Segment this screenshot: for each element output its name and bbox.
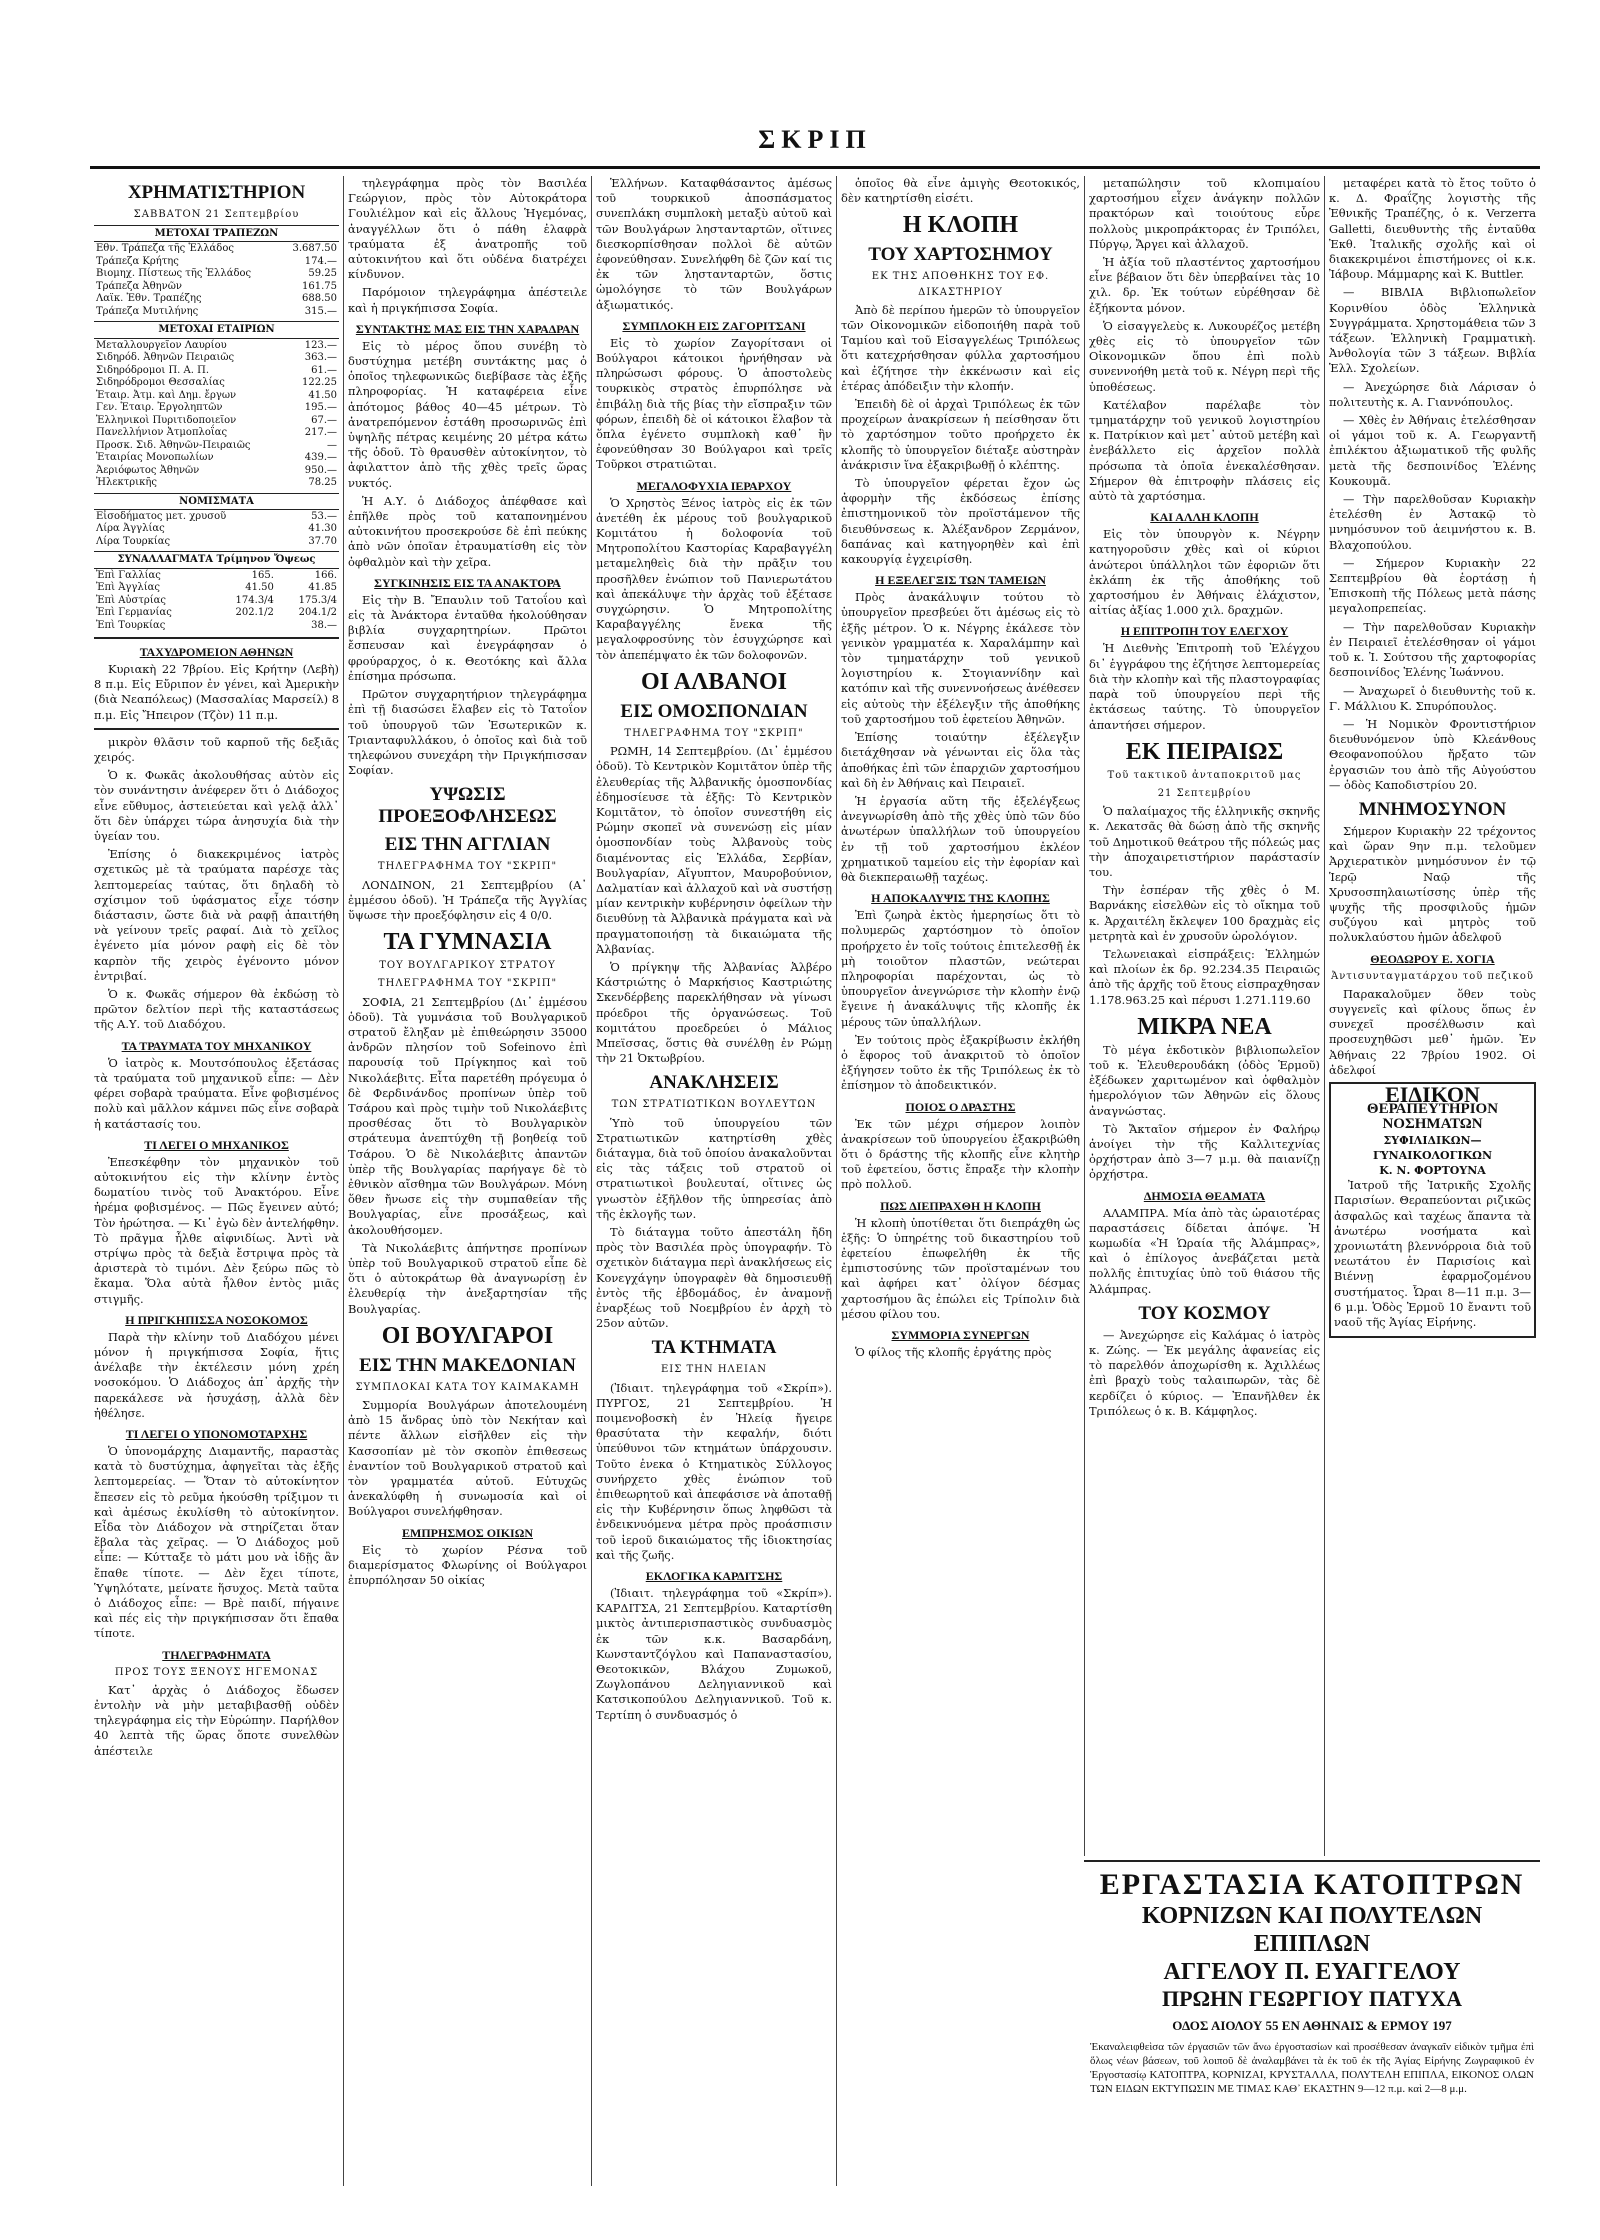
market-name: Προσκ. Σιδ. Ἀθηνῶν-Πειραιῶς [96,439,251,451]
paragraph: Τὸ διάταγμα τοῦτο ἀπεστάλη ἤδη πρὸς τὸν Βασιλέα πρὸς ὑπογραφήν. Τὸ σχετικὸν διάταγμα περὶ ἀνακλήσεως εἰς Κονεγχάγην ὑπογραφὲν θὰ δημοσιευθῇ ἐντὸς τῆς ἑβδομάδος, ἐν ἀναμονῇ ἐναρξέως τοῦ Νοεμβρίου ἐν ἀρχὴ τὸ 25ον αὐτῶν. [596,1224,832,1331]
market-row [94,477,339,490]
market-name: Πανελλήνιον Ἀτμοπλοΐας [96,427,228,439]
headline: ΕΙΣ ΤΗΝ ΜΑΚΕΔΟΝΙΑΝ [359,1354,576,1376]
paragraph: Εἰς τὸ χωρίον Ρέσνα τοῦ διαμερίσματος Φλωρίνης οἱ Βούλγαροι ἐπυρπόλησαν 50 οἰκίας [348,1542,587,1588]
market-row [94,607,339,620]
paragraph: Ἡ Α.Υ. ὁ Διάδοχος ἀπέφθασε καὶ ἐπῆλθε πρὸς τοῦ καταπονημένου αὐτοκινήτου προσεκρούσε δὲ ἐπὶ πεύκης ἀπὸ νῶν ὁποῖαν ἐτραυματίσθη εἰς τὸν ὀφθαλμὸν καὶ τὴν χεῖρα. [348,493,587,569]
paragraph: Ὑπὸ τοῦ ὑπουργείου τῶν Στρατιωτικῶν κατηρτίσθη χθὲς διάταγμα, διὰ τοῦ ὁποίου ἀνακαλοῦνται εἰς τὰς τάξεις τοῦ στρατοῦ οἱ στρατιωτικοὶ βουλευταί, οἵτινες ὡς γνωστὸν ἐξῆλθον τῆς ὑπηρεσίας ἀπὸ τῆς ἐκλογῆς των. [596,1115,832,1221]
market-value: 41.30 [308,523,337,535]
paragraph: — Ἡ Νομικὸν Φροντιστήριον διευθυνόμενον ὑπὸ Κλεάνθους Θεοφανοπούλου ἤρξατο τῶν ἐργασιῶν του ἀπὸ τῆς Αὐγούστου — ὁδὸς Καποδιστρίου 20. [1329,716,1536,792]
market-value: — [327,439,337,451]
masthead-title: ΣΚΡΙΠ [758,125,872,154]
paragraph: ΑΛΑΜΠΡΑ. Μία ἀπὸ τὰς ὡραιοτέρας παραστάσεις δίδεται ἀπόψε. Ἡ κωμωδία «Ἡ Ὡραία τῆς Ἀλάμπρας», καὶ ὁ ἐπίλογος ἀνεβάζεται μετὰ πολλῆς ἐπιτυχίας ὑπὸ τοῦ θιάσου τῆς Ἀλάμπρας. [1089,1205,1320,1296]
market-value: 67.— [311,414,337,426]
paragraph: Εἰς τὴν Β. Ἔπαυλιν τοῦ Τατοΐου καὶ εἰς τὰ Ἀνάκτορα ἐνταῦθα ἠκολούθησαν βιβλία συγχαρητηρίων. Πρῶτοι ἔσπευσαν καὶ ἐνεγράφησαν ὁ φρούραρχος, ὁ κ. Θεοτόκης καὶ ἄλλα ἐπίσημα πρόσωπα. [348,592,587,683]
paragraph: τηλεγράφημα πρὸς τὸν Βασιλέα Γεώργιον, πρὸς τὸν Αὐτοκράτορα Γουλιέλμον καὶ εἰς ἄλλους Ἡγεμόνας, ἀναγγέλλων ὅτι ὁ πάθη ἐλαφρὰ τραύματα ἐξ ἀνατροπῆς τοῦ αὐτοκινήτου καὶ ὅτι οὐδένα διατρέχει κίνδυνον. [348,176,587,282]
subheadline: Τοῦ τακτικοῦ ἀνταποκριτοῦ μας [1107,769,1302,781]
paragraph: — Ἀναχωρεῖ ὁ διευθυντὴς τοῦ κ. Γ. Μάλλιου Κ. Σπυρόπουλος. [1329,683,1536,713]
market-row [94,281,339,294]
market-row [94,256,339,269]
paragraph: Πρῶτον συγχαρητήριον τηλεγράφημα ἐπὶ τῇ διασώσει ἔλαβεν εἰς τὸ Τατοΐον τοῦ ὑπουργοῦ τῶν Ἐσωτερικῶν κ. Τριανταφυλλάκου, ὁ ὁποῖος καὶ διὰ τοῦ τηλεφώνου συνεχάρη τὴν Πριγκήπισσαν Σοφίαν. [348,687,587,778]
subheadline: ΤΟΥ ΒΟΥΛΓΑΡΙΚΟΥ ΣΤΡΑΤΟΥ [379,960,556,972]
market-row [94,427,339,440]
paragraph: — Τὴν παρελθοῦσαν Κυριακὴν ἐτελέσθη ἐν Ἀστακῷ τὸ μνημόσυνον τοῦ ἀειμνήστου κ. Β. Βλαχοπούλου. [1329,492,1536,552]
subheadline: 21 Σεπτεμβρίου [1157,787,1252,799]
market-value: 950.— [304,464,337,476]
paragraph: ΡΩΜΗ, 14 Σεπτεμβρίου. (Δι᾽ ἐμμέσου ὁδοῦ). Τὸ Κεντρικὸν Κομιτᾶτον ὑπὲρ τῆς ἐλευθερίας τῆς Ἀλβανικῆς ὁμοσπονδίας ἐδημοσίευσε τὰ ἑξῆς: Τὸ Κεντρικὸν Κομιτᾶτον, τὸ ὁποῖον συνεστήθη εἰς Ρώμην σκοπεῖ νὰ συνενώσῃ εἰς μίαν ὁμοσπονδίαν τοὺς Ἀλβανοὺς τοὺς διαμένοντας εἰς Ἑλλάδα, Σερβίαν, Βουλγαρίαν, Αἴγυπτον, Μαυροβούνιον, Δαλματίαν καὶ ἀλλαχοῦ καὶ νὰ συστήσῃ μίαν κεντρικὴν κυβέρνησιν ὀφείλων τὴν διευθύνῃ τὰ Ἀλβανικὰ πράγματα καὶ νὰ πραγματοποιήσῃ τὰ δικαιώματα τῆς Ἀλβανίας. [596,744,832,956]
column-6 [1324,176,1540,1856]
column-5 [1084,176,1324,1856]
headline: ΕΙΣ ΤΗΝ ΑΓΓΛΙΑΝ [384,834,551,856]
market-value: 59.25 [308,268,337,280]
clinic-text: Ἰατροῦ τῆς Ἰατρικῆς Σχολῆς Παρισίων. Θεραπεύονται ριζικῶς ἀσφαλῶς καὶ ταχέως ἅπαντα τὰ ἀνωτέρω νοσήματα καὶ χρονιωτάτη βλεννόρροια διὰ τοῦ νεωτάτου ἐν Παρισίοις καὶ Βιέννῃ ἐφαρμοζομένου συστήματος. Ὧραι 8—11 π.μ. 3—6 μ.μ. Ὁδὸς Ἑρμοῦ 10 ἔναντι τοῦ ναοῦ τῆς Ἁγίας Εἰρήνης. [1334,1178,1531,1330]
paragraph: Εἰς τὸ μέρος ὅπου συνέβη τὸ δυστύχημα μετέβη συντάκτης μας ὁ ὁποῖος τηλεφωνικῶς διεβίβασε τὰς ἑξῆς πληροφορίας. Ἡ καταφέρεια εἶνε ἀπότομος βάθος 40—45 μέτρων. Τὸ ἀνατρεπόμενον ἐστάθη προσωρινῶς ἐπὶ ὑψηλῆς πέτρας κειμένης 20 μέτρα κάτω τῆς ὁδοῦ. Τὸ θραυσθὲν αὐτοκίνητον, τὸ ἀφιλαττον ἀπὸ τῆς χθὲς τρεῖς ὥρας νυκτός. [348,338,587,490]
market-name: Μεταλλουργεῖον Λαυρίου [96,339,227,351]
divider [94,637,339,639]
market-value: 78.25 [308,477,337,489]
market-row [94,465,339,478]
paragraph: — Τὴν παρελθοῦσαν Κυριακὴν ἐν Πειραιεῖ ἐτελέσθησαν οἱ γάμοι τοῦ κ. Ἰ. Σούτσου τῆς χαρτοφορίας δεσποινίδος Ἑλένης Ἰωάννου. [1329,619,1536,680]
headline: ΕΚ ΠΕΙΡΑΙΩΣ [1125,738,1284,765]
headline: ΤΟΥ ΚΟΣΜΟΥ [1138,1302,1271,1324]
headline: ΕΚΛΟΓΙΚΑ ΚΑΡΔΙΤΣΗΣ [645,1569,783,1584]
paragraph: — ΒΙΒΛΙΑ Βιβλιοπωλεῖον Κορινθίου ὁδὸς Ἑλληνικὰ Συγγράμματα. Χρηστομάθεια τῶν 3 τάξεων. Ἑλληνικὴ Γραμματικὴ. Ἀνθολογία τῶν 3 τάξεων. Βιβλία Ἑλλ. Σχολείων. [1329,285,1536,376]
market-row [94,377,339,390]
market-row [94,536,339,549]
paragraph: — Σήμερον Κυριακὴν 22 Σεπτεμβρίου θὰ ἑορτάσῃ ἡ Ἐπισκοπὴ τῆς Πόλεως μετὰ πάσης μεγαλοπρεπείας. [1329,555,1536,616]
paragraph: Ἑλλήνων. Καταφθάσαντος ἀμέσως τοῦ τουρκικοῦ ἀποσπάσματος συνεπλάκη συμπλοκὴ μεταξὺ αὐτοῦ καὶ τῶν Βουλγάρων ληστανταρτῶν, οἵτινες διεσκορπίσθησαν πολλοὶ δὲ αὐτῶν ἐφονεύθησαν. Συνελήφθη δὲ ζῶν καί τις ἐκ τῶν ληστανταρτῶν, ὅστις ὡμολόγησε τὸ τῶν Βουλγάρων ἀξιωματικός. [596,176,832,312]
paragraph: Τὸ ὑπουργεῖον φέρεται ἔχον ὡς ἀφορμὴν τῆς ἐκδόσεως ἐπίσης ἐπιστημονικοῦ τὸν προϊστάμενον τῆς διευθύνσεως κ. Ἀλέξανδρον Ζερμάνον, δαπάνας καὶ κατηγορηθὲν καὶ ἐπὶ κακουργίᾳ ἐγχειρίσθη. [841,476,1080,567]
market-name: Τράπεζα Μυτιλήνης [96,305,199,317]
headline: ΜΝΗΜΟΣΥΝΟΝ [1358,798,1507,820]
headline: Η ΑΠΟΚΑΛΥΨΙΣ ΤΗΣ ΚΛΟΠΗΣ [871,891,1050,906]
market-value: 175.3/4 [298,594,337,606]
ad-line: ΑΓΓΕΛΟΥ Π. ΕΥΑΓΓΕΛΟΥ [1163,1959,1461,1985]
headline: Η ΚΛΟΠΗ [902,212,1019,239]
market-name: Ἐπὶ Ἀγγλίας [96,582,160,594]
headline: ΠΩΣ ΔΙΕΠΡΑΧΘΗ Η ΚΛΟΠΗ [880,1198,1041,1213]
market-name: Ἀεριόφωτος Ἀθηνῶν [96,464,200,476]
mail-text: Κυριακὴ 22 7βρίου. Εἰς Κρήτην (Λεβὴ) 8 π.μ. Εἰς Εὔριπον ἐν γένει, καὶ Ἀμερικὴν (διὰ Νεαπόλεως) (Μασσαλίας Μαρσείλ) 8 π.μ. Εἰς Ἤπειρον (Τζὸν) 11 π.μ. [94,662,339,722]
paragraph: Ἐπίσης τοιαύτην ἐξέλεγξιν διετάχθησαν νὰ γένωνται εἰς ὅλα τὰς ἀποθήκας ἐπὶ τῶν ἐπαρχιῶν χαρτοσήμου καὶ δὴ ἐν Ἀθήναις καὶ Πειραιεῖ. [841,730,1080,790]
paragraph: Ἡ Διεθνὴς Ἐπιτροπὴ τοῦ Ἐλέγχου δι᾽ ἐγγράφου της ἐζήτησε λεπτομερείας διὰ τὴν κλοπὴν καὶ τῆς πλαστογραφίας παρὰ τοῦ ὑπουργείου περὶ τῆς ἐκτάσεως ταύτης. Τὸ ὑπουργεῖον ἀπαντήσει σήμερον. [1089,641,1320,732]
paragraph: Τὸ Ἄκταῖον σήμερον ἐν Φαλήρῳ ἀνοίγει τὴν τῆς Καλλιτεχνίας ὀρχήστραν ἀπὸ 3—7 μ.μ. θὰ παιανίζῃ ὀρχήστρα. [1089,1121,1320,1182]
headline: ΚΑΙ ΑΛΛΗ ΚΛΟΠΗ [1150,510,1259,525]
market-row [94,570,339,583]
market-value: 195.— [304,402,337,414]
market-name: Σιδηρόδρομοι Θεσσαλίας [96,377,225,389]
market-name: Λαϊκ. Ἐθν. Τραπέζης [96,293,202,305]
paragraph: ΣΟΦΙΑ, 21 Σεπτεμβρίου (Δι᾽ ἐμμέσου ὁδοῦ). Τὰ γυμνάσια τοῦ Βουλγαρικοῦ στρατοῦ ἔληξαν μὲ ἐπιθεώρησιν 35000 ἀνδρῶν πλησίον τοῦ Sofeinovo ἐπὶ παρουσίᾳ τοῦ Πρίγκηπος καὶ τοῦ Νικολάεβιτς. Εἶτα παρετέθη πρόγευμα ὁ δὲ Φερδινάνδος προπίνων ὑπὲρ τοῦ Τσάρου καὶ πρὸς τιμὴν τοῦ Νικολάεβιτς προσθέσας ὅτι τὸ Βουλγαρικὸν στράτευμα ἀνεπτύχθη τῇ βοηθείᾳ τοῦ Τσάρου. Ὁ δὲ Νικολάεβιτς ἀπαντῶν ὑπὲρ τῆς Βουλγαρίας παρήγαγε δὲ τὸ ἐθνικὸν αἴσθημα τῶν Βουλγάρων. Μόνη ὅθεν ἤνωσε εἰς τὴν συμπαθείαν τῆς Βουλγαρίας, εἶνε προσάξεως, καὶ ἀκολουθήσομεν. [348,994,587,1237]
paragraph: ὁποῖος θὰ εἶνε ἀμιγὴς Θεοτοκικός, δὲν κατηρτίσθη εἰσέτι. [841,176,1080,206]
paragraph: Ἡ ἐργασία αὕτη τῆς ἐξελέγξεως ἀνεγνωρίσθη ἀπὸ τῆς χθὲς ὑπὸ τῶν δύο ἀνωτέρων ὑπαλλήλων τοῦ ὑπουργείου ἐν τῇ τοῦ χαρτοσήμου ἐκλέον χρηματικοῦ ταμείου εἰς τὴν ἐφορίαν καὶ θὰ διεκπεραιωθῇ ταχέως. [841,793,1080,884]
paragraph: Παρακαλοῦμεν ὅθεν τοὺς συγγενεῖς καὶ φίλους ὅπως ἐν συνεχεῖ προσέλθωσιν καὶ προσευχηθῶσι μεθ᾽ ἡμῶν. Ἐν Ἀθήναις 22 7βρίου 1902. Οἱ ἀδελφοί [1329,986,1536,1077]
headline: ΣΥΓΚΙΝΗΣΙΣ ΕΙΣ ΤΑ ΑΝΑΚΤΟΡΑ [374,575,561,590]
fx-heading: ΣΥΝΑΛΛΑΓΜΑΤΑ Τρίμηνον Ὄψεως [94,551,339,568]
market-row [94,268,339,281]
clinic-subtitle: ΣΥΦΙΛΙΔΙΚΩΝ—ΓΥΝΑΙΚΟΛΟΓΙΚΩΝ [1372,1133,1493,1162]
clinic-ad [1329,1082,1536,1338]
headline: Η ΕΠΙΤΡΟΠΗ ΤΟΥ ΕΛΕΓΧΟΥ [1120,624,1289,639]
market-name: Εἰσοδήματος μετ. χρυσοῦ [96,510,227,522]
paragraph: Ἡ ἀξία τοῦ πλαστέντος χαρτοσήμου εἶνε βέβαιον ὅτι δὲν ὑπερβαίνει τὰς 10 χιλ. δρ. Ἐκ τούτων εὑρέθησαν δὲ ἐξήκοντα μόνον. [1089,255,1320,315]
paragraph: Ἐν τούτοις πρὸς ἐξακρίβωσιν ἐκλήθη ὁ ἔφορος τοῦ ἀνακριτοῦ τὸ ὁποῖον ἐξήγησεν τοῦτο ἐκ τῆς Τριπόλεως ἐκ τὸ ἐπίσημον τὸ ἀποδεικτικόν. [841,1032,1080,1093]
market-name: Ἐπὶ Γερμανίας [96,607,172,619]
ad-text: Ἐκαναλειφθεὶσα τῶν ἐργασιῶν τῶν ἄνω ἐργοστασίων καὶ προσέθεσαν ἀναγκαῖν εἰδικὸν τμῆμα ἐπὶ ὅλως νέων βάσεων, τοῦ λοιποῦ δὲ ἀναλαμβάνει τὰ ἐκ τοῦ ἐκ τῆς Ἀγίας Εἰρήνης Ζωγραφικοῦ ἐν Ἐργοστασίῳ ΚΑΤΟΠΤΡΑ, ΚΟΡΝΙΖΑΙ, ΚΡΥΣΤΑΛΛΑ, ΠΟΛΥΤΕΛΗ ΕΠΙΠΛΑ, ΕΙΚΟΝΟΣ ΟΛΩΝ ΤΩΝ ΕΙΔΩΝ ΕΚΤΥΠΩΣΙΝ ΜΕ ΤΙΜΑΣ ΚΑΘ᾽ ΕΚΑΣΤΗΝ 9—12 π.μ. καὶ 2—8 μ.μ. [1090,2041,1534,2095]
market-row [94,415,339,428]
market-name: Βιομηχ. Πίστεως τῆς Ἑλλάδος [96,268,252,280]
clinic-title: ΕΙΔΙΚΟΝ [1385,1081,1480,1107]
headline: ΣΥΜΠΛΟΚΗ ΕΙΣ ΖΑΓΟΡΙΤΣΑΝΙ [622,318,806,333]
memorial-rank: Ἀντισυνταγματάρχου τοῦ πεζικοῦ [1330,970,1534,982]
paragraph: Ἐπεσκέφθην τὸν μηχανικὸν τοῦ αὐτοκινήτου εἰς τὴν κλίνην ἐντὸς δωματίου τινὸς τοῦ Ἀνακτόρου. Εἶνε ἠρέμα φοβισμένος. — Πῶς ἔγεινεν αὐτό; Τὸν ἠρώτησα. — Κι᾽ ἐγὼ δὲν ἀντελήφθην. Τὸ πρᾶγμα ἦλθε αἰφνιδίως. Ἀντὶ νὰ στρίψω πρὸς τὰ δεξιὰ ἔστριψα πρὸς τὰ ἀριστερὰ τὸ τιμόνι. Δὲν ξεύρω πῶς τὸ ἔκαμα. Ὅλα αὐτὰ ἦλθον ἐντὸς μιᾶς στιγμῆς. [94,1154,339,1306]
masthead [90,120,1540,169]
headline: ΤΟΥ ΧΑΡΤΟΣΗΜΟΥ [868,244,1053,266]
column-2 [343,176,591,2186]
paragraph: μεταφέρει κατὰ τὸ ἔτος τοῦτο ὁ κ. Δ. Φραΐζης λογιστὴς τῆς Ἐθνικῆς Τραπέζης, ὁ κ. Verzerra Galletti, διευθυντὴς τῆς ἐνταῦθα Ἐκθ. Ἰταλικῆς σχολῆς καὶ οἱ διακεκριμένοι ἐπιστήμονες οἱ κ.κ. Ἰάβουρ. Μάμμαρης καὶ Κ. Buttler. [1329,176,1536,282]
headline: ΤΙ ΛΕΓΕΙ Ο ΜΗΧΑΝΙΚΟΣ [144,1137,289,1152]
market-name: Σιδηρόδρομοι Π. Α. Π. [96,364,209,376]
market-value: 53.— [311,510,337,522]
market-row [94,595,339,608]
mirror-workshop-ad [1084,1860,1540,2120]
headline: ΤΙ ΛΕΓΕΙ Ο ΥΠΟΝΟΜΟΤΑΡΧΗΣ [125,1426,308,1441]
headline: ΣΥΜΜΟΡΙΑ ΣΥΝΕΡΓΩΝ [891,1328,1030,1342]
market-name: Σιδηρόδ. Ἀθηνῶν Πειραιῶς [96,352,235,364]
paragraph: Παρὰ τὴν κλίνην τοῦ Διαδόχου μένει μόνον ἡ πριγκήπισσα Σοφία, ἥτις ἀνέλαβε τὴν ἐκτέλεσιν μόνη χρέη νοσοκόμου. Ὁ Διάδοχος ἀπ᾽ ἀρχῆς τὴν παρεκάλεσε νὰ ἡσυχάσῃ, ἀλλὰ δὲν ἠθέλησε. [94,1329,339,1420]
paragraph: Τὴν ἑσπέραν τῆς χθὲς ὁ Μ. Βαρνάκης εἰσελθὼν εἰς τὸ οἴκημα τοῦ κ. Ἀρχαιτέλη ἔκλεψεν 100 δραχμὰς εἰς μετρητὰ καὶ ἐν χρυσοῦν ὡρολόγιον. [1089,883,1320,943]
market-name: Λίρα Ἀγγλίας [96,523,165,535]
headline: ΕΜΠΡΗΣΜΟΣ ΟΙΚΙΩΝ [402,1525,533,1540]
market-row [94,293,339,306]
paragraph: Ὁ παλαίμαχος τῆς ἑλληνικῆς σκηνῆς κ. Λεκατσᾶς θὰ δώσῃ ἀπὸ τῆς σκηνῆς τοῦ Δημοτικοῦ θεάτρου τῆς πόλεώς μας τὴν ἀποχαιρετιστήριον παράστασίν του. [1089,804,1320,879]
market-row [94,340,339,353]
headline: ΑΝΑΚΛΗΣΕΙΣ [649,1072,779,1094]
market-name: Ἐπὶ Αὐστρίας [96,594,167,606]
banks-table [94,243,339,318]
paragraph: Κατ᾽ ἀρχὰς ὁ Διάδοχος ἔδωσεν ἐντολὴν νὰ μὴν μεταβιβασθῇ οὐδὲν τηλεγράφημα εἰς τὴν Εὐρώπην. Παρήλθον 40 λεπτὰ τῆς ὥρας ὅποτε συνελθὼν ἀπέστειλε [94,1682,339,1758]
headline: ΤΑ ΤΡΑΥΜΑΤΑ ΤΟΥ ΜΗΧΑΝΙΚΟΥ [121,1038,312,1053]
market-name: Λίρα Τουρκίας [96,535,171,547]
clinic-title: ΝΟΣΗΜΑΤΩΝ [1382,1116,1483,1133]
paragraph: Ἐπὶ ζωηρὰ ἐκτὸς ἡμερησίως ὅτι τὸ πολυμερῶς χαρτόσημον τὸ ὁποῖον προήρχετο ἐν τοῖς τούτοις ἐπιτελεσθῇ ἐκ μὴ τοιοῦτον πλαστῶν, νεώτεραι πληροφορίαι παρέχονται, ὡς τὸ ὑπουργεῖον ἀνεγνώρισε τὴν κλοπὴν ἐνῷ ἔγεινε ἡ ἀνακάλυψις τῆς κλοπῆς ἐκ μέρους τῶν ὑπαλλήλων. [841,908,1080,1029]
paragraph: Τὸ μέγα ἐκδοτικὸν βιβλιοπωλεῖον τοῦ κ. Ἐλευθερουδάκη (ὁδὸς Ἑρμοῦ) ἐξέδωκεν χαριτωμένον καὶ ὀφθαλμὸν ἡμερολόγιον τῶν Ἀθηνῶν εἰς ὅλους ἀναγνώστας. [1089,1042,1320,1118]
paragraph: Ὁ Χρηστὸς Ξένος ἰατρὸς εἰς ἐκ τῶν ἀνετέθη ἐκ μέρους τοῦ βουλγαρικοῦ Κομιτάτου ἡ δολοφονία τοῦ Μητροπολίτου Καστορίας Καραβαγγέλη μεταμεληθεὶς διὰ τὴν πρᾶξιν του προσῆλθεν ἐνώπιον τοῦ Πανιερωτάτου καὶ ἀπεκάλυψε τὴν ἀρχὰς τοῦ ἐξέτασε συγχώρησιν. Ὁ Μητροπολίτης Καραβαγγέλης ἔνεκα τῆς μεγαλοφροσύνης τὸν ἐσυγχώρησε καὶ τὸν ἀπεπέμψατο ἐκ τῶν δολοφονῶν. [596,495,832,662]
market-row [94,352,339,365]
subheadline: ΣΥΜΠΛΟΚΑΙ ΚΑΤΑ ΤΟΥ ΚΑΙΜΑΚΑΜΗ [355,1381,580,1393]
money-table [94,511,339,549]
market-name: Γεν. Ἑταιρ. Ἐργοληπτῶν [96,402,223,414]
paragraph: Ὁ πρίγκηψ τῆς Ἀλβανίας Ἀλβέρο Κάστριώτης ὁ Μαρκήσιος Καστριώτης Σκενδέρβεης παρεκλήθησαν νὰ γίνωσι πρόεδροι τῆς ὀργανώσεως. Τοῦ κομιτάτου προεδρεύει ὁ Μάλιος Μπεϊσσας, ὅστις θὰ συνέλθῃ ἐν Ρώμῃ τὴν 21 Ὀκτωβρίου. [596,959,832,1066]
market-value: 166. [314,569,337,581]
paragraph: Τὰ Νικολάεβιτς ἀπήντησε προπίνων ὑπὲρ τοῦ Βουλγαρικοῦ στρατοῦ εἶπε δὲ ὅτι ὁ αὐτοκράτωρ θὰ ἀναγνωρίσῃ ἐν ἐλευθερίᾳ τὴν ἀνεξαρτησίαν τῆς Βουλγαρίας. [348,1240,587,1316]
headline: ΤΑ ΚΤΗΜΑΤΑ [651,1337,777,1359]
paragraph: Ὁ κ. Φωκᾶς ἀκολουθήσας αὐτὸν εἰς τὸν συνάντησιν ἀνέφερεν ὅτι ὁ Διάδοχος εἶνε εὔθυμος, ἀστειεύεται καὶ γελᾷ ἀλλ᾽ ὅτι δὲν ὑπάρχει τώρα ἀνησυχία διὰ τὴν ὑγείαν του. [94,768,339,844]
market-date: ΣΑΒΒΑΤΟΝ 21 Σεπτεμβρίου [133,209,300,220]
market-name: Τράπεζα Ἀθηνῶν [96,280,182,292]
headline: ΤΗΛΕΓΡΑΦΗΜΑΤΑ [162,1647,271,1662]
subheadline: ΤΗΛΕΓΡΑΦΗΜΑ ΤΟΥ "ΣΚΡΙΠ" [624,727,804,739]
market-row [94,582,339,595]
memorial-name: ΘΕΟΔΩΡΟΥ Ε. ΧΟΓΙΑ [1370,951,1495,966]
column-3 [591,176,836,2186]
headline: ΟΙ ΑΛΒΑΝΟΙ [641,668,787,695]
subheadline: ΤΗΛΕΓΡΑΦΗΜΑ ΤΟΥ "ΣΚΡΙΠ" [377,861,558,873]
market-row [94,306,339,319]
market-name: Ἑταιρ. Ἀτμ. καὶ Δημ. ἔργων [96,389,237,401]
market-name: Ἐπὶ Γαλλίας [96,569,161,581]
market-name: Ἑταιρίας Μονοπωλίων [96,452,214,464]
headline: Η ΕΞΕΛΕΓΞΙΣ ΤΩΝ ΤΑΜΕΙΩΝ [875,573,1046,588]
paragraph: — Ἀνεχώρησε διὰ Λάρισαν ὁ πολιτευτὴς κ. Α. Γιαννόπουλος. [1329,379,1536,409]
market-value: 202.1/2 [235,607,274,619]
paragraph: ΛΟΝΔΙΝΟΝ, 21 Σεπτεμβρίου (Α᾽ ἐμμέσου ὁδοῦ). Ἡ Τράπεζα τῆς Ἀγγλίας ὕψωσε τὴν προεξόφλησιν εἰς 4 0/0. [348,877,587,922]
market-name: Τράπεζα Κρήτης [96,255,179,267]
paragraph: Ἐπίσης ὁ διακεκριμένος ἰατρὸς σχετικῶς μὲ τὰ τραύματα παρέσχε τὰς λεπτομερείας ταύτας, ὅτι δηλαδὴ τὸ σχίσιμον τοῦ ὑφάσματος εἶχε τόσην διάστασιν, ὥστε διὰ νὰ ραφῇ ἀπαιτήθη νὰ γείνουν τρεῖς ραφαί. Διὰ τὸ χεῖλος ἐγένετο μία μόνον ραφὴ εἰς δὲ τὸν καρπὸν τῆς χειρὸς ἐγένοντο μόνον ἐντριβαί. [94,847,339,983]
paragraph: Ὁ εἰσαγγελεὺς κ. Λυκουρέζος μετέβη χθὲς εἰς τὸ ὑπουργεῖον τῶν Οἰκονομικῶν ὅπου ἐπὶ πολὺ συνεννοήθη μετὰ τοῦ κ. Νέγρη περὶ τῆς ὑποθέσεως. [1089,318,1320,394]
market-row [94,620,339,633]
market-value: 165. [251,569,274,581]
market-value: 439.— [304,452,337,464]
headline: ΜΕΓΑΛΟΦΥΧΙΑ ΙΕΡΑΡΧΟΥ [636,478,792,493]
paragraph: μεταπώλησιν τοῦ κλοπιμαίου χαρτοσήμου εἶχεν ἀνάγκην πολλῶν πρακτόρων καὶ τοιούτους εὗρε πολλοὺς μικροπράκτορας ἐν Τριπόλει, Πύργῳ, Ἄργει καὶ ἀλλαχοῦ. [1089,176,1320,251]
ad-line: ΚΟΡΝΙΖΩΝ ΚΑΙ ΠΟΛΥΤΕΛΩΝ ΕΠΙΠΛΩΝ [1141,1903,1483,1957]
paragraph: Εἰς τὸν ὑπουργὸν κ. Νέγρην κατηγοροῦσιν χθὲς καὶ οἱ κύριοι ἀνώτεροι ὑπάλληλοι τῶν ἐφοριῶν ὅτι ἐκλάπη ἐκ τῆς ἀποθήκης τοῦ χαρτοσήμου ἐν Ἀθήναις ἐλάχιστον, αἰτίας ἀξίας 1.000 χιλ. δραχμῶν. [1089,527,1320,618]
market-name: Ἐπὶ Τουρκίας [96,619,166,631]
market-value: 204.1/2 [298,607,337,619]
headline: Η ΠΡΙΓΚΗΠΙΣΣΑ ΝΟΣΟΚΟΜΟΣ [125,1312,308,1327]
market-value: 174.— [304,255,337,267]
headline: ΤΑ ΓΥΜΝΑΣΙΑ [383,929,552,956]
paragraph: — Ἀνεχώρησε εἰς Καλάμας ὁ ἰατρὸς κ. Ζώης. — Ἐκ μεγάλης ἀφανείας εἰς τὸ παρελθόν ἀποχωρίσθη κ. Ἀχιλλέως ἐπὶ βραχὺ τοὺς ταλαιπωρῶν, τὰς δὲ κερδίζει ὁ κύριος. — Ἐπανῆλθεν ἐκ Τριπόλεως ὁ κ. Β. Κάμφηλος. [1089,1327,1320,1418]
paragraph: Κατέλαβον παρέλαβε τὸν τμηματάρχην τοῦ γενικοῦ λογιστηρίου κ. Πατρίκιον καὶ μετ᾽ αὐτοῦ μετέβη καὶ ἐνεβάλλετο εἰς ἀρχεῖον πολλὰ πρόσωπα τὰ ὁποῖα ἐνεκαλέσθησαν. Σήμερον θὰ ἐπιτροφὴν πλάσεις εἰς αὐτὸ τὰ χαρτόσημα. [1089,397,1320,504]
headline: ΥΨΩΣΙΣ ΠΡΟΕΞΟΦΛΗΣΕΩΣ [378,784,557,828]
market-value: 41.85 [308,582,337,594]
market-value: 123.— [304,339,337,351]
market-value: 161.75 [302,280,337,292]
market-value [213,620,276,633]
market-value: 3.687.50 [292,243,337,255]
paragraph: Σήμερον Κυριακὴν 22 τρέχοντος καὶ ὥραν 9ην π.μ. τελοῦμεν Ἀρχιερατικὸν μνημόσυνον ἐν τῷ Ἱερῷ Ναῷ τῆς Χρυσοσπηλαιωτίσσης ὑπὲρ τῆς ψυχῆς τῆς προσφιλοῦς ἡμῶν συζύγου καὶ μητρὸς τοῦ πολυκλαύστου ἡμῶν ἀδελφοῦ [1329,823,1536,945]
market-value: 41.50 [308,389,337,401]
paragraph: μικρὸν θλᾶσιν τοῦ καρποῦ τῆς δεξιᾶς χειρός. [94,734,339,765]
market-value: 217.— [304,427,337,439]
divider [94,728,339,730]
subheadline: ΤΩΝ ΣΤΡΑΤΙΩΤΙΚΩΝ ΒΟΥΛΕΥΤΩΝ [611,1099,817,1111]
market-row [94,402,339,415]
paragraph: Εἰς τὸ χωρίον Ζαγορίτσανι οἱ Βούλγαροι κάτοικοι ἠρνήθησαν νὰ πληρώσωσι φόρους. Ὁ ἀποστολεὺς τουρκικὸς στρατὸς ἐπυρπόλησε νὰ ἐπιβάλῃ διὰ τῆς βίας τὴν εἴσπραξιν τῶν φόρων, ἐπειδὴ δὲ οἱ κάτοικοι ἔλαβον τὰ ὅπλα ἐγένετο συμπλοκὴ καθ᾽ ἣν ἐφονεύθησαν 30 Βούλγαροι καὶ τρεῖς Τοῦρκοι στρατιῶται. [596,335,832,472]
ad-address: ΟΔΟΣ ΑΙΟΛΟΥ 55 ΕΝ ΑΘΗΝΑΙΣ & ΕΡΜΟΥ 197 [1172,2018,1452,2033]
market-value: 363.— [304,352,337,364]
paragraph: — Χθὲς ἐν Ἀθήναις ἐτελέσθησαν οἱ γάμοι τοῦ κ. Α. Γεωργαντῆ ἐπιλέκτου ἀξιωματικοῦ τῆς φυλῆς μετὰ τῆς δεσποινίδος Ἑλένης Κουκουμᾶ. [1329,413,1536,488]
paragraph: Ὁ ἰατρὸς κ. Μουτσόπουλος ἐξετάσας τὰ τραύματα τοῦ μηχανικοῦ εἶπε: — Δὲν φέρει σοβαρὰ τραύματα. Εἶνε φοβισμένος πολὺ καὶ μᾶλλον κάμνει πῶς εἶνε σοβαρὰ ἡ κατάστασίς του. [94,1055,339,1131]
clinic-doctor: Κ. Ν. ΦΟΡΤΟΥΝΑ [1379,1163,1486,1177]
market-value: 38.— [311,619,337,631]
paragraph: (Ἰδιαιτ. τηλεγράφημα τοῦ «Σκρίπ»). ΠΥΡΓΟΣ, 21 Σεπτεμβρίου. Ἡ ποιμενοβοσκὴ ἐν Ἠλείᾳ ἤγειρε θρασύτατα τὴν κεφαλήν, διότι ὑπεύθυνοι τῶν κτημάτων ὑπάρχουσιν. Τοῦτο ἐνεκα ὁ Κτηματικὸς Σύλλογος συνήρχετο χθὲς ἐνώπιον τοῦ ἐπιθεωρητοῦ καὶ ἀπεφάσισε νὰ ἀποταθῇ εἰς τὴν Κυβέρνησιν ὅπως ληφθῶσι τὰ ἐνδεικνυόμενα μέτρα πρὸς προάσπισιν τοῦ ἱεροῦ δικαιώματος τῆς ἰδιοκτησίας καὶ τῆς ζωῆς. [596,1380,832,1562]
paragraph: Παρόμοιον τηλεγράφημα ἀπέστειλε καὶ ἡ πριγκήπισσα Σοφία. [348,285,587,315]
market-name: Ἑλληνικοὶ Πυριτιδοποιεῖον [96,414,237,426]
market-title: ΧΡΗΜΑΤΙΣΤΗΡΙΟΝ [127,182,306,203]
market-row [94,390,339,403]
market-value: 315.— [304,305,337,317]
paragraph: Συμμορία Βουλγάρων ἀποτελουμένη ἀπὸ 15 ἄνδρας ὑπὸ τὸν Νεκήταν καὶ πέντε ἄλλων εἰσῆλθεν εἰς τὴν Κασσοπίαν μὲ τὸν σκοπὸν ἐπιθεσεως ἐναντίον τοῦ Βουλγαρικοῦ στρατοῦ καὶ τὸν γραμματέα αὐτοῦ. Εὐτυχῶς ἀνεκαλύφθη ἡ συνωμοσία καὶ οἱ Βούλγαροι συνελήφθησαν. [348,1398,587,1519]
market-row [94,523,339,536]
paragraph: Ἐπειδὴ δὲ οἱ ἀρχαὶ Τριπόλεως ἐκ τῶν προχείρων ἀνακρίσεων ἠ πείσθησαν ὅτι τὸ χαρτόσημον τοῦτο προήρχετο ἐκ κλοπῆς τὸ ὑπουργεῖον διέταξε αὐστηρὰν ἀνάκρισιν ἵνα ἐξακριβωθῇ ὁ κλέπτης. [841,397,1080,472]
market-value: 37.70 [308,535,337,547]
paragraph: Τελωνειακαὶ εἰσπράξεις: Ἑλλημών καὶ πλοίων ἐκ δρ. 92.234.35 Πειραιῶς ἀπὸ τῆς ἀρχῆς τοῦ ἔτους εἰσπραχθησαν 1.178.963.25 καὶ πέρυσι 1.271.119.60 [1089,946,1320,1007]
column-1 [90,176,343,2186]
subheadline: ΠΡΟΣ ΤΟΥΣ ΞΕΝΟΥΣ ΗΓΕΜΟΝΑΣ [114,1666,319,1678]
market-value: 688.50 [302,293,337,305]
mail-title: ΤΑΧΥΔΡΟΜΕΙΟΝ ΑΘΗΝΩΝ [139,645,294,660]
market-value: 41.50 [245,582,274,594]
paragraph: Ὁ ὑπονομάρχης Διαμαντῆς, παραστὰς κατὰ τὸ δυστύχημα, ἀφηγεῖται τὰς ἑξῆς λεπτομερείας. — Ὅταν τὸ αὐτοκίνητον ἔπεσεν εἰς τὸ ρεῦμα ἠκούσθη τρίξιμον τι καὶ ἀμέσως ἐκυλίσθη τὸ αὐτοκίνητον. Εἶδα τὸν Διάδοχον νὰ στηρίζεται ὅταν ἔβαλα τὰς χεῖρας. — Ὁ Διάδοχος μοῦ εἶπε: — Κύτταξε τὸ μάτι μου νὰ ἰδῇς ἂν ἔπαθε τίποτε. — Δὲν ἔχει τίποτε, Ὑψηλότατε, μείνατε ἥσυχος. Μετὰ ταῦτα ὁ Διάδοχος εἶπε: — Βρὲ παιδί, πήγαινε καὶ πές εἰς τὴν πριγκήπισσαν ὅτι ἔπαθα τίποτε. [94,1443,339,1641]
paragraph: (Ἰδιαιτ. τηλεγράφημα τοῦ «Σκρίπ»). ΚΑΡΔΙΤΣΑ, 21 Σεπτεμβρίου. Καταρτίσθη μικτὸς ἀντιπερισπαστικὸς συνδυασμὸς ἐκ τῶν κ.κ. Βασαρδάνη, Κωνσταντζόγλου καὶ Παπαναστασίου, Θεοτοκικῶν, Βλάχου Ζυμωκοῦ, Ζωγλοπάνου Δεληγιαννικοῦ καὶ Κατσικοπούλου Δεληγιαννικοῦ. Τοῦ κ. Τερτίπη ὁ συνδυασμός ὁ [596,1586,832,1722]
subheadline: ΕΙΣ ΤΗΝ ΗΛΕΙΑΝ [661,1364,767,1376]
fx-table [94,570,339,633]
market-value: 61.— [311,364,337,376]
market-name: Ἠλεκτρικῆς [96,477,157,489]
clinic-title: ΘΕΡΑΠΕΥΤΗΡΙΟΝ [1366,1101,1499,1118]
market-value: 174.3/4 [235,594,274,606]
paragraph: Ἀπὸ δὲ περίπου ἡμερῶν τὸ ὑπουργεῖον τῶν Οἰκονομικῶν εἰδοποιήθη παρὰ τοῦ Ταμίου καὶ τοῦ Εἰσαγγελέως Τριπόλεως ὅτι κατεχρήσθησαν φύλλα χαρτοσήμου καὶ ἐζήτησε τὴν ἐκκένωσιν καὶ εἰς ἑτέρας ἀπόδειξιν τὴν κλοπήν. [841,302,1080,393]
companies-heading: ΜΕΤΟΧΑΙ ΕΤΑΙΡΙΩΝ [94,321,339,338]
money-heading: ΝΟΜΙΣΜΑΤΑ [94,493,339,510]
paragraph: Ἐκ τῶν μέχρι σήμερον λοιπὸν ἀνακρίσεων τοῦ ὑπουργείου ἐξακριβώθη ὅτι ὁ δράστης τῆς κλοπῆς εἶνε κλητὴρ τοῦ ἐφετείου, ὅστις ἔπραξε τὴν κλοπὴν πρὸ πολλοῦ. [841,1116,1080,1192]
paragraph: Ἡ κλοπὴ ὑποτίθεται ὅτι διεπράχθη ὡς ἑξῆς: Ὁ ὑπηρέτης τοῦ δικαστηρίου τοῦ ἐφετείου ἐπωφελήθη ἐκ τῆς ἐμπιστοσύνης τῶν προϊσταμένων του καὶ ἀφήρει κατ᾽ ὀλίγον δέσμας χαρτοσήμου ἃς ἐπώλει εἰς Τρίπολιν διὰ μέσου φίλου του. [841,1215,1080,1321]
headline: ΣΥΝΤΑΚΤΗΣ ΜΑΣ ΕΙΣ ΤΗΝ ΧΑΡΑΔΡΑΝ [355,321,580,336]
headline: ΔΗΜΟΣΙΑ ΘΕΑΜΑΤΑ [1143,1188,1266,1203]
ad-line: ΕΡΓΑΣΤΑΣΙΑ ΚΑΤΟΠΤΡΩΝ [1099,1868,1525,1901]
headline: ΠΟΙΟΣ Ο ΔΡΑΣΤΗΣ [905,1099,1016,1114]
ad-line: ΠΡΩΗΝ ΓΕΩΡΓΙΟΥ ΠΑΤΥΧΑ [1161,1986,1463,2011]
paragraph: Ὁ κ. Φωκᾶς σήμερον θὰ ἐκδώσῃ τὸ πρῶτον δελτίον περὶ τῆς καταστάσεως τῆς Α.Υ. τοῦ Διαδόχου. [94,987,339,1032]
market-row [94,511,339,524]
market-name: Εθν. Τράπεζα τῆς Ἑλλάδος [96,243,234,255]
headline: ΕΙΣ ΟΜΟΣΠΟΝΔΙΑΝ [620,700,808,722]
paragraph: Πρὸς ἀνακάλυψιν τούτου τὸ ὑπουργεῖον πρεσβεύει ὅτι ἀμέσως εἰς τὸ ἑξῆς μέτρον. Ὁ κ. Νέγρης ἐκάλεσε τὸν γενικὸν γραμματέα κ. Χαραλάμπην καὶ τὸν τμηματάρχην τοῦ γενικοῦ λογιστηρίου κ. Στογιαννίδην καὶ κατόπιν καὶ τῆς συνεννοήσεως ἀνέθεσεν εἰς αὐτοὺς τὴν ἐξέλεγξιν τῆς ἀποθήκης τοῦ χαρτοσήμου τοῦ ἐφετείου Ἀθηνῶν. [841,590,1080,726]
subheadline: ΤΗΛΕΓΡΑΦΗΜΑ ΤΟΥ "ΣΚΡΙΠ" [377,978,558,990]
paragraph: Ὁ φίλος τῆς κλοπῆς ἐργάτης πρὸς [855,1345,1052,1359]
headline: ΜΙΚΡΑ ΝΕΑ [1137,1013,1272,1040]
subheadline: ΕΚ ΤΗΣ ΑΠΟΘΗΚΗΣ ΤΟΥ ΕΦ. ΔΙΚΑΣΤΗΡΙΟΥ [871,271,1050,298]
market-value: 122.25 [302,377,337,389]
market-row [94,440,339,453]
market-row [94,365,339,378]
market-row [94,243,339,256]
headline: ΟΙ ΒΟΥΛΓΑΡΟΙ [381,1322,554,1349]
column-4 [836,176,1084,2186]
banks-heading: ΜΕΤΟΧΑΙ ΤΡΑΠΕΖΩΝ [94,225,339,242]
companies-table [94,340,339,490]
market-row [94,452,339,465]
